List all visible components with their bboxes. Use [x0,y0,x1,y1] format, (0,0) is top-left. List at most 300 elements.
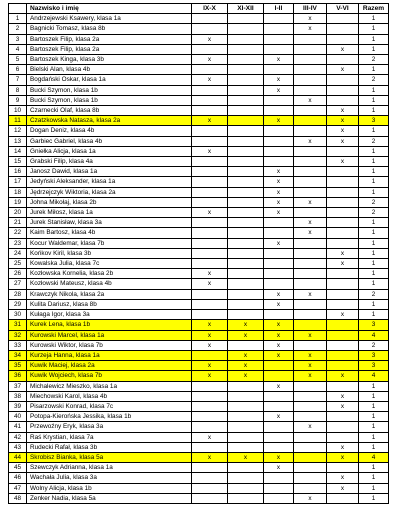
period-mark [327,299,359,309]
period-mark: x [294,136,327,146]
row-total: 3 [359,350,389,360]
period-mark [264,95,294,105]
student-name: Garbiec Gabriel, klasa 4b [27,136,192,146]
row-number: 48 [9,493,27,503]
student-name: Jurek Miłosz, klasa 1a [27,208,192,218]
period-mark [294,279,327,289]
period-mark: x [264,463,294,473]
period-mark [192,126,228,136]
table-row [9,157,389,167]
row-number: 4 [9,44,27,54]
table-row [9,463,389,473]
period-mark: x [327,371,359,381]
period-mark [192,299,228,309]
header-num [9,4,27,14]
period-mark [192,248,228,258]
row-number: 47 [9,483,27,493]
table-row [9,24,389,34]
period-mark [228,269,264,279]
row-total: 1 [359,381,389,391]
row-total: 1 [359,65,389,75]
period-mark [327,422,359,432]
table-row [9,167,389,177]
period-mark [294,157,327,167]
period-mark [327,493,359,503]
table-row [9,65,389,75]
table-row [9,483,389,493]
student-name: Skrobisz Bianka, klasa 5a [27,452,192,462]
period-mark [294,391,327,401]
table-row [9,75,389,85]
period-mark [192,401,228,411]
period-mark: x [294,24,327,34]
period-mark [264,422,294,432]
period-mark [192,473,228,483]
row-total: 4 [359,330,389,340]
table-row [9,146,389,156]
period-mark [228,218,264,228]
period-mark [327,412,359,422]
student-name: Jedyński Aleksander, klasa 1a [27,177,192,187]
period-mark [228,310,264,320]
period-mark: x [327,310,359,320]
period-mark [192,238,228,248]
period-mark [264,432,294,442]
table-row [9,401,389,411]
row-number: 10 [9,106,27,116]
period-mark [228,299,264,309]
period-mark [294,432,327,442]
table-row [9,442,389,452]
row-total: 1 [359,248,389,258]
student-name: Kuwik Wojciech, klasa 7b [27,371,192,381]
row-number: 32 [9,330,27,340]
row-total: 1 [359,146,389,156]
period-mark [327,279,359,289]
period-mark [294,401,327,411]
row-total: 2 [359,75,389,85]
period-mark [192,228,228,238]
row-number: 11 [9,116,27,126]
period-mark [228,24,264,34]
period-mark: x [327,65,359,75]
row-total: 1 [359,157,389,167]
period-mark [228,238,264,248]
period-mark [264,218,294,228]
row-total: 1 [359,187,389,197]
period-mark: x [327,442,359,452]
table-row [9,299,389,309]
student-name: Kulita Dariusz, klasa 8b [27,299,192,309]
table-row [9,310,389,320]
period-mark [228,432,264,442]
period-mark: x [294,197,327,207]
period-mark: x [264,75,294,85]
period-mark [264,157,294,167]
period-mark [264,34,294,44]
row-number: 37 [9,381,27,391]
period-mark: x [327,126,359,136]
period-mark [294,340,327,350]
student-name: Kurowski Marcel, klasa 1a [27,330,192,340]
row-number: 44 [9,452,27,462]
period-mark [294,238,327,248]
row-total: 1 [359,432,389,442]
period-mark [294,85,327,95]
row-number: 34 [9,350,27,360]
period-mark [192,463,228,473]
student-name: Kozłowska Kornelia, klasa 2b [27,269,192,279]
period-mark [264,361,294,371]
student-name: Kaim Bartosz, klasa 4b [27,228,192,238]
period-mark: x [294,422,327,432]
table-row [9,361,389,371]
period-mark [192,218,228,228]
row-total: 1 [359,126,389,136]
period-mark: x [192,361,228,371]
period-mark [192,167,228,177]
period-mark: x [294,218,327,228]
period-mark: x [327,483,359,493]
period-mark [327,95,359,105]
period-mark [192,177,228,187]
period-mark: x [264,208,294,218]
period-mark: x [327,259,359,269]
period-mark [294,483,327,493]
student-name: Bogdański Oskar, klasa 1a [27,75,192,85]
period-mark [294,44,327,54]
period-mark [327,187,359,197]
period-mark [327,146,359,156]
student-name: Przewoźny Eryk, klasa 3a [27,422,192,432]
table-row [9,106,389,116]
student-name: Bucki Szymon, klasa 1b [27,95,192,105]
period-mark [192,350,228,360]
period-mark [228,289,264,299]
period-mark [327,167,359,177]
period-mark [294,126,327,136]
contest-results-table [8,3,389,504]
table-row [9,269,389,279]
row-number: 14 [9,146,27,156]
student-name: Miechowski Karol, klasa 4b [27,391,192,401]
row-total: 1 [359,34,389,44]
student-name: Szewczyk Adrianna, klasa 1a [27,463,192,473]
period-mark [228,208,264,218]
row-number: 36 [9,371,27,381]
row-total: 1 [359,442,389,452]
row-total: 1 [359,238,389,248]
row-number: 12 [9,126,27,136]
row-total: 3 [359,116,389,126]
table-row [9,187,389,197]
period-mark [228,167,264,177]
table-row [9,320,389,330]
period-mark: x [327,116,359,126]
period-mark [228,442,264,452]
period-mark [264,106,294,116]
table-row [9,391,389,401]
period-mark [192,157,228,167]
period-mark [228,381,264,391]
period-mark [264,44,294,54]
table-row [9,381,389,391]
period-mark [294,146,327,156]
period-mark [294,412,327,422]
period-mark: x [294,493,327,503]
period-mark [327,177,359,187]
period-mark [192,422,228,432]
period-mark [228,106,264,116]
row-total: 2 [359,55,389,65]
period-mark [192,14,228,24]
period-mark [294,65,327,75]
period-mark: x [264,197,294,207]
row-total: 3 [359,361,389,371]
period-mark: x [192,146,228,156]
student-name: Grabski Filip, klasa 4a [27,157,192,167]
period-mark [327,361,359,371]
period-mark [327,85,359,95]
period-mark [264,259,294,269]
row-number: 8 [9,85,27,95]
period-mark [192,493,228,503]
period-mark [327,24,359,34]
table-row [9,228,389,238]
row-total: 2 [359,340,389,350]
period-mark [228,340,264,350]
row-number: 41 [9,422,27,432]
period-mark: x [294,371,327,381]
row-total: 1 [359,401,389,411]
period-mark [327,14,359,24]
table-row [9,412,389,422]
period-mark [228,116,264,126]
table-row [9,116,389,126]
period-mark [228,136,264,146]
student-name: Zenker Nadia, klasa 5a [27,493,192,503]
period-mark [264,136,294,146]
student-name: Wolny Alicja, klasa 1b [27,483,192,493]
period-mark: x [294,361,327,371]
period-mark [192,44,228,54]
period-mark [264,473,294,483]
period-mark [294,320,327,330]
student-name: Krawczyk Nikola, klasa 2a [27,289,192,299]
row-number: 21 [9,218,27,228]
period-mark [264,65,294,75]
period-mark [228,14,264,24]
period-mark [264,24,294,34]
period-mark [192,65,228,75]
period-mark: x [192,371,228,381]
table-row [9,279,389,289]
row-total: 1 [359,228,389,238]
period-mark [264,269,294,279]
period-mark [294,177,327,187]
table-row [9,371,389,381]
period-mark: x [327,136,359,146]
row-number: 33 [9,340,27,350]
period-mark [192,391,228,401]
row-number: 27 [9,279,27,289]
header-i-ii: I-II [264,4,294,14]
period-mark: x [192,269,228,279]
period-mark [294,442,327,452]
period-mark [228,75,264,85]
period-mark [228,259,264,269]
period-mark [228,483,264,493]
period-mark: x [294,330,327,340]
row-total: 1 [359,493,389,503]
student-name: Andrzejewski Ksawery, klasa 1a [27,14,192,24]
period-mark [294,452,327,462]
student-name: Raś Krystian, klasa 7a [27,432,192,442]
row-number: 25 [9,259,27,269]
period-mark [192,95,228,105]
period-mark [294,187,327,197]
period-mark [327,269,359,279]
period-mark [228,279,264,289]
student-name: Kocur Waldemar, klasa 7b [27,238,192,248]
student-name: Bartoszek Filip, klasa 2a [27,34,192,44]
period-mark [192,136,228,146]
period-mark [327,340,359,350]
period-mark [294,116,327,126]
period-mark [192,197,228,207]
header-xi-xii: XI-XII [228,4,264,14]
table-row [9,473,389,483]
row-total: 1 [359,177,389,187]
period-mark [192,24,228,34]
period-mark: x [192,208,228,218]
period-mark [192,289,228,299]
student-name: Johna Mikołaj, klasa 2b [27,197,192,207]
period-mark: x [327,157,359,167]
period-mark: x [294,228,327,238]
period-mark [327,463,359,473]
student-name: Kowalska Julia, klasa 7c [27,259,192,269]
row-total: 1 [359,218,389,228]
table-row [9,432,389,442]
row-number: 2 [9,24,27,34]
period-mark: x [327,44,359,54]
period-mark [327,320,359,330]
period-mark: x [264,167,294,177]
period-mark [327,432,359,442]
period-mark [192,442,228,452]
student-name: Końkov Kiril, klasa 3b [27,248,192,258]
period-mark [228,412,264,422]
header-v-vi: V-VI [327,4,359,14]
row-number: 29 [9,299,27,309]
period-mark [294,55,327,65]
student-name: Gniełka Alicja, klasa 1a [27,146,192,156]
row-number: 7 [9,75,27,85]
row-total: 1 [359,85,389,95]
row-number: 42 [9,432,27,442]
row-number: 18 [9,187,27,197]
table-row [9,34,389,44]
period-mark [228,85,264,95]
table-row [9,14,389,24]
row-total: 1 [359,310,389,320]
period-mark: x [192,320,228,330]
row-number: 3 [9,34,27,44]
period-mark: x [327,248,359,258]
row-number: 28 [9,289,27,299]
student-name: Kurzeja Hanna, klasa 1a [27,350,192,360]
period-mark: x [264,412,294,422]
period-mark [228,228,264,238]
period-mark [228,177,264,187]
period-mark [294,463,327,473]
row-total: 1 [359,483,389,493]
student-name: Wachała Julia, klasa 3a [27,473,192,483]
period-mark [294,259,327,269]
row-number: 23 [9,238,27,248]
period-mark: x [264,320,294,330]
period-mark: x [264,187,294,197]
table-row [9,126,389,136]
period-mark: x [264,238,294,248]
row-number: 24 [9,248,27,258]
student-name: Czarnecki Olaf, klasa 8b [27,106,192,116]
period-mark: x [264,452,294,462]
period-mark [327,75,359,85]
row-total: 1 [359,167,389,177]
row-total: 1 [359,391,389,401]
row-total: 1 [359,299,389,309]
period-mark [294,106,327,116]
period-mark [264,279,294,289]
period-mark [192,85,228,95]
period-mark [264,14,294,24]
row-number: 9 [9,95,27,105]
row-total: 1 [359,106,389,116]
period-mark: x [228,371,264,381]
row-number: 40 [9,412,27,422]
row-number: 5 [9,55,27,65]
period-mark: x [264,350,294,360]
period-mark [264,228,294,238]
period-mark [294,167,327,177]
period-mark [228,422,264,432]
table-row [9,197,389,207]
table-row [9,177,389,187]
period-mark [327,218,359,228]
row-number: 6 [9,65,27,75]
period-mark [264,493,294,503]
period-mark: x [228,330,264,340]
row-total: 2 [359,197,389,207]
period-mark: x [294,14,327,24]
row-total: 1 [359,279,389,289]
period-mark: x [192,452,228,462]
row-number: 39 [9,401,27,411]
table-row [9,55,389,65]
row-number: 31 [9,320,27,330]
period-mark [294,381,327,391]
period-mark [327,238,359,248]
period-mark: x [192,340,228,350]
row-number: 16 [9,167,27,177]
period-mark: x [264,116,294,126]
period-mark [228,34,264,44]
period-mark [192,187,228,197]
header-row [9,4,389,14]
period-mark [327,381,359,391]
